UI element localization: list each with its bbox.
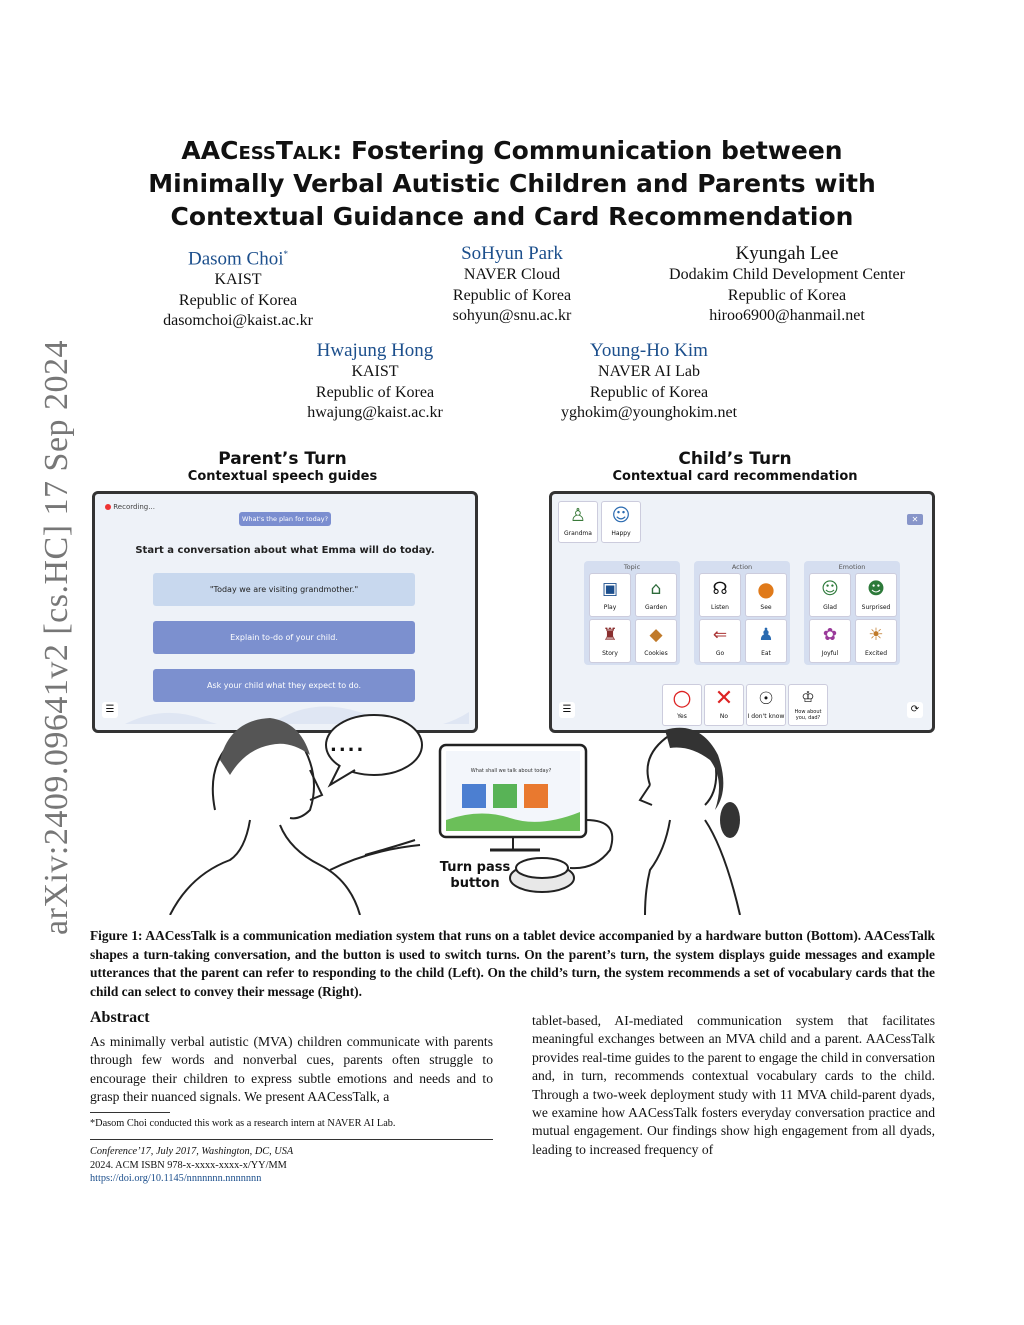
device-question: What shall we talk about today? — [470, 768, 552, 774]
card-dont-know[interactable]: ☉ I don't know — [746, 684, 786, 726]
topic-option-orange — [524, 784, 548, 808]
author-affiliation: KAIST — [214, 271, 262, 289]
author-affiliation: NAVER Cloud — [463, 266, 561, 283]
topic-option-blue — [462, 784, 486, 808]
guide-option-button[interactable]: Explain to-do of your child. — [153, 621, 415, 654]
topic-option-green — [493, 784, 517, 808]
cross-icon: ✕ — [714, 686, 734, 711]
author-email[interactable]: sohyun@snu.ac.kr — [452, 307, 572, 324]
author-block-3 — [637, 243, 937, 327]
guide-option-button[interactable]: Ask your child what they expect to do. — [153, 669, 415, 702]
parent-tablet-screen — [92, 491, 478, 733]
selected-card[interactable]: ♙ Grandma — [558, 501, 598, 543]
figure-caption: Figure 1: AACessTalk is a communication mediation system that runs on a tablet device accompanied by a hardware button (Bottom). AACessTalk shapes a turn-taking conversation, and the button is used to switch turns. On the parent’s turn, the system displays guide messages and example utterances that the parent can refer to responding to the child (Left). On the child’s turn, the system recommends a set of vocabulary cards that the child can select to convey their message (Right). — [90, 928, 935, 999]
author-block-1: Dasom Choi* KAIST Republic of Korea dasomchoi@kaist.ac.kr — [128, 243, 348, 332]
record-dot-icon — [105, 504, 111, 510]
child-tablet-screen — [549, 491, 935, 733]
author-name: Kyungah Lee — [735, 243, 839, 264]
author-name[interactable]: SoHyun Park — [461, 243, 563, 264]
shrug-icon: ☉ — [758, 689, 774, 709]
author-name[interactable]: Young-Ho Kim — [590, 340, 708, 361]
speech-bubble-text: .... — [330, 735, 366, 756]
go-icon: ⇐ — [712, 625, 728, 645]
card-yes[interactable]: ○ Yes — [662, 684, 702, 726]
eat-icon: ♟ — [758, 625, 774, 645]
child-turn-heading: Child’s Turn Contextual card recommendation — [612, 449, 858, 484]
footnote: *Dasom Choi conducted this work as a research intern at NAVER AI Lab. — [90, 1118, 396, 1129]
author-name[interactable]: Dasom Choi — [187, 248, 284, 270]
child-hair — [665, 728, 723, 810]
author-email[interactable]: hiroo6900@hanmail.net — [709, 307, 865, 324]
author-block-2 — [402, 243, 622, 327]
card-story[interactable]: ♜ Story — [589, 619, 631, 663]
abstract-heading: Abstract — [90, 1009, 150, 1026]
card-garden[interactable]: ⌂ Garden — [635, 573, 677, 617]
card-see[interactable]: ● See — [745, 573, 787, 617]
cookies-icon: ◆ — [649, 625, 663, 645]
isbn-line: 2024. ACM ISBN 978-x-xxxx-xxxx-x/YY/MM — [90, 1159, 287, 1171]
author-block-4 — [265, 340, 485, 424]
card-eat[interactable]: ♟ Eat — [745, 619, 787, 663]
doi-link[interactable]: https://doi.org/10.1145/nnnnnnn.nnnnnnn — [90, 1173, 262, 1184]
footnote-divider — [90, 1139, 493, 1140]
copyright-block — [90, 1145, 293, 1186]
card-surprised[interactable]: ☻ Surprised — [855, 573, 897, 617]
card-how-about-you[interactable]: ♔ How about you, dad? — [788, 684, 828, 726]
child-ponytail — [720, 802, 740, 838]
author-block-5 — [529, 340, 769, 424]
excited-icon: ☀ — [868, 625, 884, 645]
joyful-icon: ✿ — [822, 625, 838, 645]
card-listen[interactable]: ☊ Listen — [699, 573, 741, 617]
title-system-name: AACessTalk — [181, 136, 333, 165]
card-excited[interactable]: ☀ Excited — [855, 619, 897, 663]
author-country: Republic of Korea — [727, 286, 847, 304]
emotion-group: Emotion ☺ Glad ☻ Surprised ✿ Joyful ☀ Excited — [804, 561, 900, 665]
author-email[interactable]: yghokim@younghokim.net — [560, 404, 738, 421]
card-joyful[interactable]: ✿ Joyful — [809, 619, 851, 663]
author-affiliation: Dodakim Child Development Center — [669, 266, 905, 283]
author-affiliation: KAIST — [351, 363, 399, 380]
author-email[interactable]: dasomchoi@kaist.ac.kr — [163, 312, 313, 330]
card-no[interactable]: ✕ No — [704, 684, 744, 726]
author-email[interactable]: hwajung@kaist.ac.kr — [307, 404, 443, 421]
title-line-1: : Fostering Communication between — [332, 136, 843, 165]
selected-card[interactable]: ☺ Happy — [601, 501, 641, 543]
refresh-icon[interactable]: ⟳ — [907, 702, 923, 718]
family-illustration — [150, 700, 910, 915]
author-affiliation: NAVER AI Lab — [598, 363, 700, 380]
guide-message: Start a conversation about what Emma will do today. — [135, 545, 435, 556]
garden-icon: ⌂ — [650, 579, 662, 599]
author-country: Republic of Korea — [452, 286, 572, 304]
listen-icon: ☊ — [712, 579, 728, 599]
abstract-column-1: As minimally verbal autistic (MVA) children communicate with parents through few words and nonverbal cues, parents often struggle to encourage their children to express subtle emotions and needs and to grasp their nuanced signals. We present AACessTalk, a — [90, 1034, 493, 1105]
author-name[interactable]: Hwajung Hong — [316, 340, 434, 361]
arxiv-id: arXiv:2409.09641v2 [cs.HC] 17 Sep 2024 — [38, 339, 75, 935]
menu-icon[interactable]: ☰ — [559, 702, 575, 718]
glad-icon: ☺ — [821, 579, 839, 599]
menu-icon[interactable]: ☰ — [102, 702, 118, 718]
happy-icon: ☺ — [611, 505, 631, 526]
card-go[interactable]: ⇐ Go — [699, 619, 741, 663]
author-country: Republic of Korea — [315, 383, 435, 401]
grandma-icon: ♙ — [569, 505, 587, 526]
footnote-rule — [90, 1112, 170, 1113]
paper-title — [0, 134, 1024, 233]
parent-hair — [220, 718, 310, 775]
recording-indicator: Recording... — [105, 503, 155, 511]
plan-pill: What's the plan for today? — [239, 512, 331, 526]
abstract-column-2: tablet-based, AI-mediated communication system that facilitates meaningful exchanges between an MVA child and a parent. AACessTalk provides real-time guides to the parent to engage the child in conversation and, in turn, recommends contextual vocabulary cards to the child. Through a two-week deployment study with 11 MVA child-parent dyads, we examine how AACessTalk fosters everyday conversation practice and mutual engagement. Our findings show high engagement from all dyads, leading to increased frequency of — [532, 1013, 935, 1157]
card-cookies[interactable]: ◆ Cookies — [635, 619, 677, 663]
title-line-3: Contextual Guidance and Card Recommendation — [170, 202, 854, 231]
action-group: Action ☊ Listen ● See ⇐ Go ♟ Eat — [694, 561, 790, 665]
tv-icon: ▣ — [601, 579, 619, 599]
backspace-icon[interactable]: ✕ — [907, 514, 923, 525]
author-country: Republic of Korea — [178, 291, 298, 309]
story-icon: ♜ — [602, 625, 618, 645]
title-line-2: Minimally Verbal Autistic Children and Parents with — [148, 169, 876, 198]
conference-line: Conference’17, July 2017, Washington, DC, USA — [90, 1146, 294, 1157]
example-utterance-button[interactable]: "Today we are visiting grandmother." — [153, 573, 415, 606]
turn-pass-label: Turn pass button — [439, 860, 511, 891]
author-country: Republic of Korea — [589, 383, 709, 401]
card-glad[interactable]: ☺ Glad — [809, 573, 851, 617]
topic-group: Topic ▣ Play ⌂ Garden ♜ Story ◆ Cookies — [584, 561, 680, 665]
circle-icon: ○ — [672, 686, 692, 711]
surprised-icon: ☻ — [867, 579, 885, 599]
parent-turn-heading: Parent’s Turn Contextual speech guides — [187, 449, 378, 484]
ball-icon: ● — [757, 577, 775, 601]
dad-icon: ♔ — [801, 688, 815, 706]
card-play[interactable]: ▣ Play — [589, 573, 631, 617]
